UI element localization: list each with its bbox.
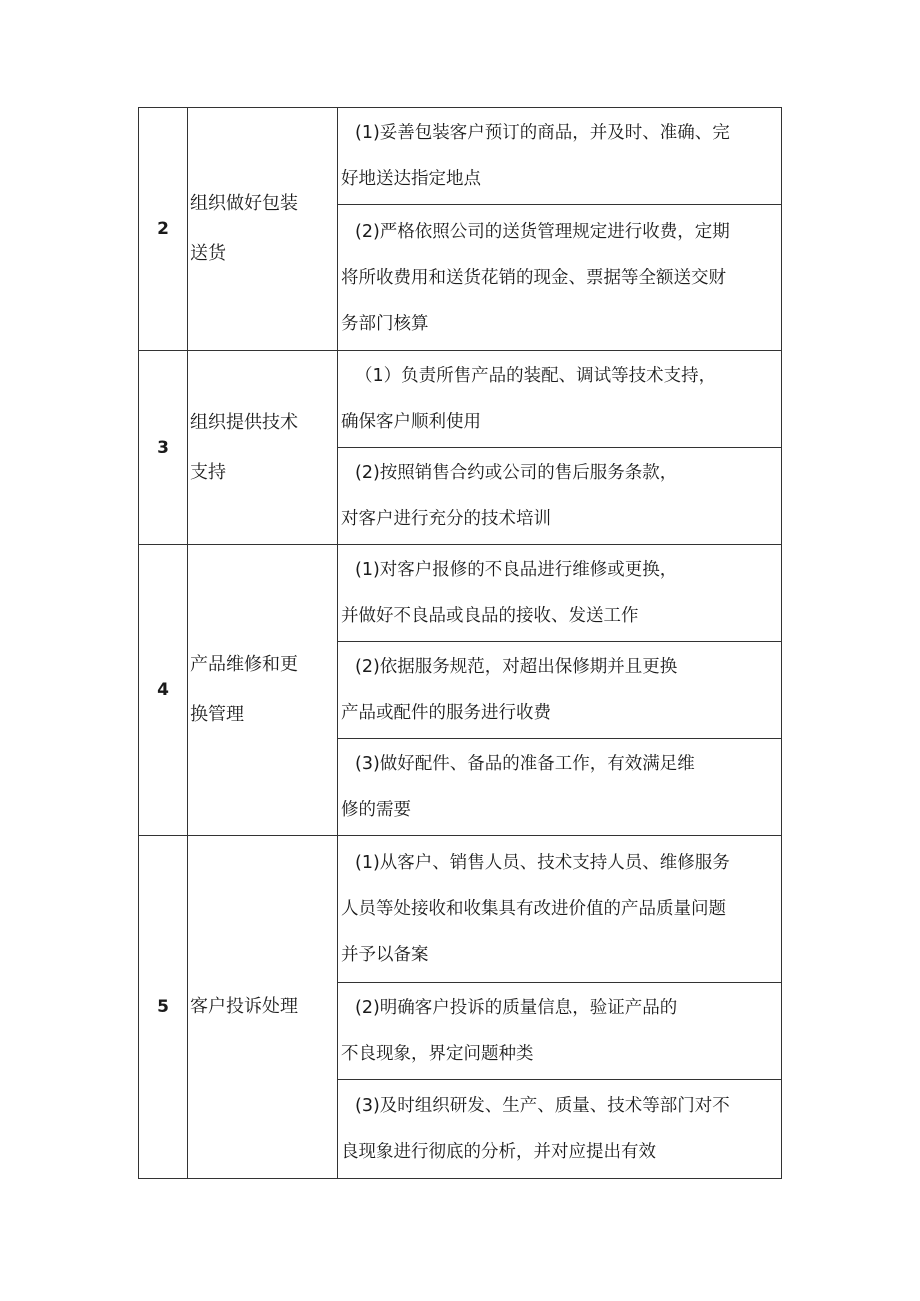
duty-item	[338, 108, 782, 205]
duty-item	[338, 739, 782, 836]
duty-item	[338, 351, 782, 448]
duty-item-line: （1）负责所售产品的装配、调试等技术支持，	[355, 366, 717, 386]
duty-item	[338, 642, 782, 739]
duty-item-line: (3)做好配件、备品的准备工作，有效满足维	[355, 754, 695, 774]
duty-item-line: (1)对客户报修的不良品进行维修或更换，	[355, 560, 678, 580]
duty-item-line: 不良现象，界定问题种类	[341, 1044, 534, 1064]
duty-item	[338, 1080, 782, 1179]
duty-item-line: (1)妥善包装客户预订的商品，并及时、准确、完	[355, 123, 730, 143]
duty-item	[338, 983, 782, 1080]
duty-item-line: 并予以备案	[341, 945, 429, 965]
row-number: 2	[139, 108, 188, 351]
duty-item-line: 良现象进行彻底的分析，并对应提出有效	[341, 1142, 656, 1162]
duty-name	[188, 836, 338, 1179]
duty-item-line: (2)严格依照公司的送货管理规定进行收费，定期	[355, 221, 730, 242]
duty-item	[338, 448, 782, 545]
duty-item-line: (1)从客户、销售人员、技术支持人员、维修服务	[355, 853, 730, 873]
row-number: 5	[139, 836, 188, 1179]
duty-name	[188, 351, 338, 545]
duty-item-line: 修的需要	[341, 800, 411, 820]
table-row	[139, 545, 782, 642]
duty-item	[338, 205, 782, 351]
duty-item-line: 对客户进行充分的技术培训	[341, 509, 551, 529]
duty-item-line: (2)依据服务规范，对超出保修期并且更换	[355, 657, 678, 677]
table-row	[139, 108, 782, 205]
duty-item-line: (3)及时组织研发、生产、质量、技术等部门对不	[355, 1096, 730, 1116]
duty-item-line: 将所收费用和送货花销的现金、票据等全额送交财	[341, 267, 726, 288]
duty-item-line: 确保客户顺利使用	[341, 412, 481, 432]
row-number: 4	[139, 545, 188, 836]
duty-item-line: 人员等处接收和收集具有改进价值的产品质量问题	[341, 899, 726, 919]
duty-item-line: 并做好不良品或良品的接收、发送工作	[341, 606, 639, 626]
duty-item-line: 产品或配件的服务进行收费	[341, 703, 551, 723]
duty-name	[188, 545, 338, 836]
duty-name-text: 产品维修和更 换管理	[190, 654, 298, 725]
duty-name-text: 组织提供技术 支持	[190, 411, 298, 483]
duty-item-line: 务部门核算	[341, 313, 429, 334]
duty-item	[338, 836, 782, 983]
table-row	[139, 351, 782, 448]
duty-name-text: 客户投诉处理	[190, 996, 298, 1017]
duty-name	[188, 108, 338, 351]
duty-item-line: (2)明确客户投诉的质量信息，验证产品的	[355, 998, 678, 1018]
duty-item-line: 好地送达指定地点	[341, 169, 481, 189]
duty-item	[338, 545, 782, 642]
row-number: 3	[139, 351, 188, 545]
duty-table	[138, 107, 782, 1179]
duty-item-line: (2)按照销售合约或公司的售后服务条款，	[355, 463, 678, 483]
duty-name-text: 组织做好包装 送货	[190, 193, 298, 264]
table-row	[139, 836, 782, 983]
